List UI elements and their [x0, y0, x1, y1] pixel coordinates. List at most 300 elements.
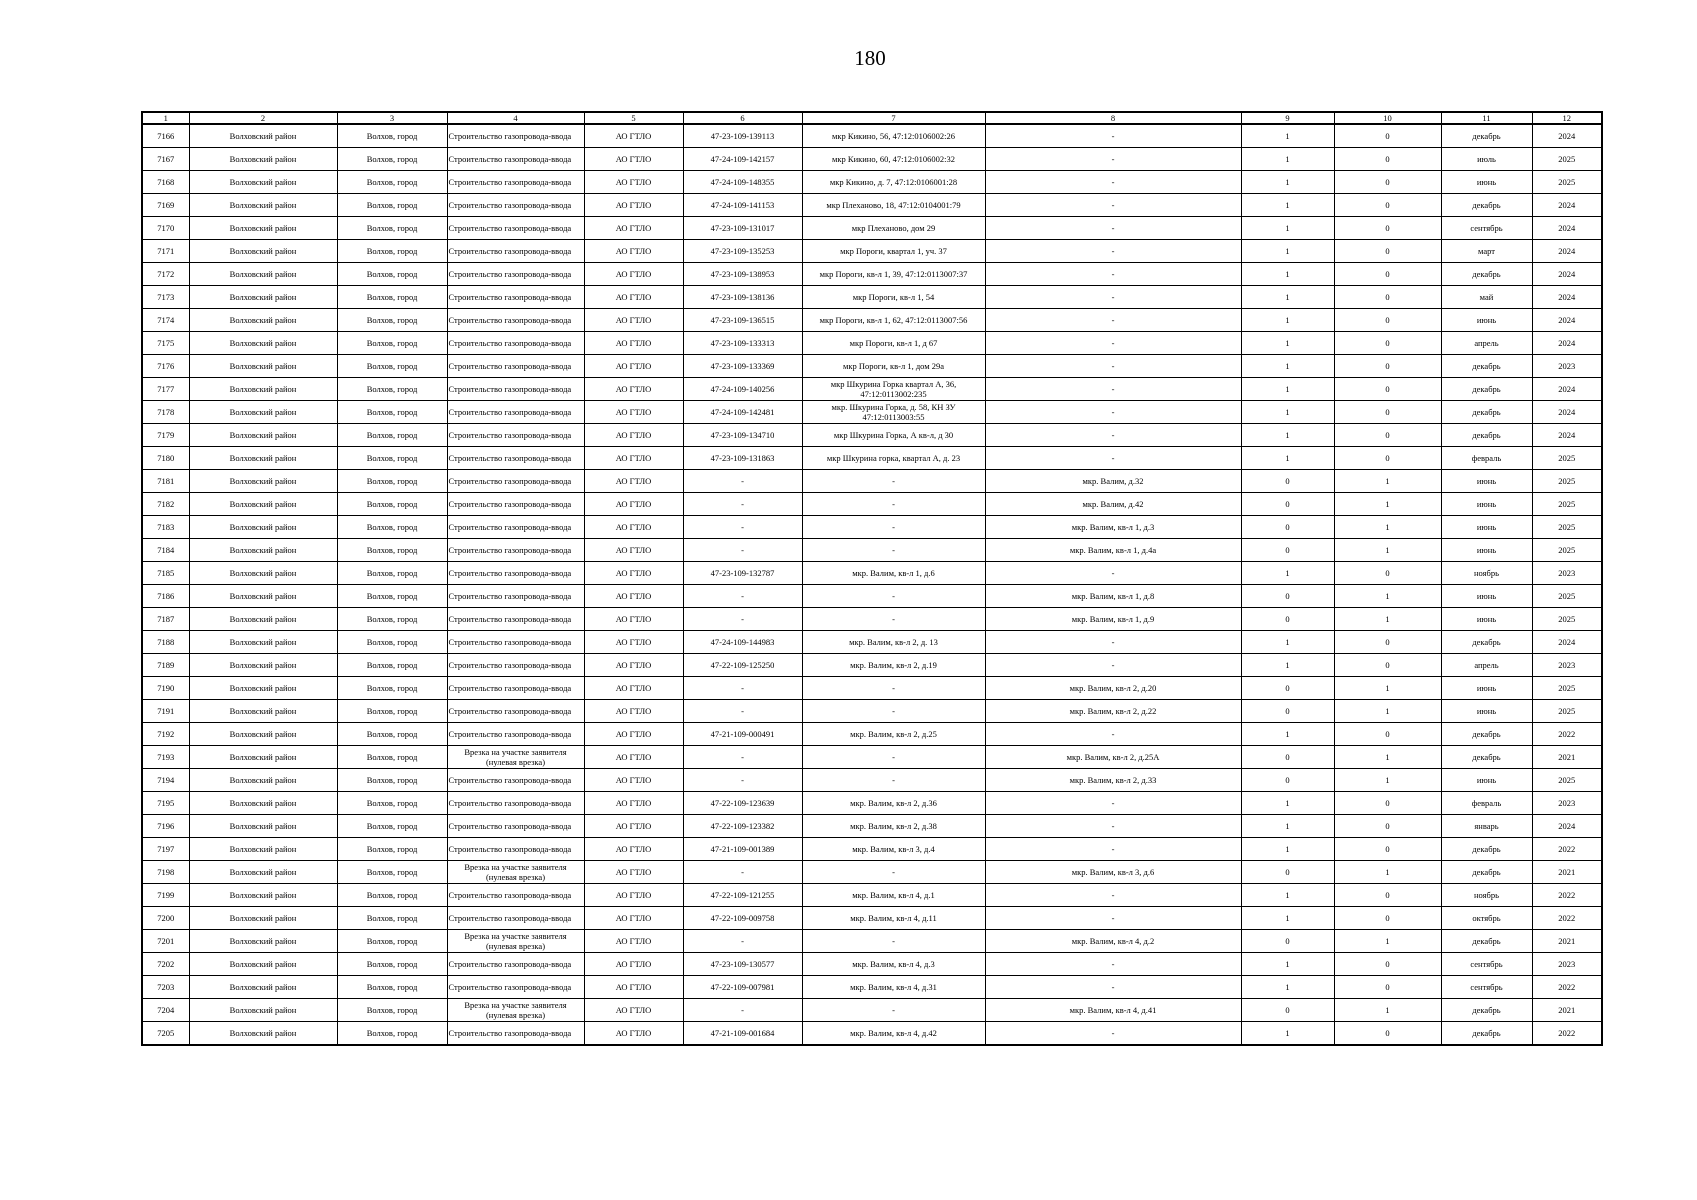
cell-row-number: 7182 — [142, 493, 189, 516]
column-number-row — [142, 112, 1602, 124]
cell-district: Волховский район — [189, 953, 337, 976]
table-row — [142, 700, 1602, 723]
cell-count-a: 1 — [1241, 654, 1334, 677]
cell-address: мкр Кикино, 56, 47:12:0106002:26 — [802, 124, 985, 148]
cell-district: Волховский район — [189, 723, 337, 746]
cell-organization: АО ГТЛО — [584, 999, 683, 1022]
cell-district: Волховский район — [189, 631, 337, 654]
cell-application-number: 47-21-109-001389 — [683, 838, 802, 861]
cell-organization: АО ГТЛО — [584, 470, 683, 493]
cell-year: 2021 — [1532, 746, 1602, 769]
cell-month: июнь — [1441, 516, 1532, 539]
cell-address-alt: мкр. Валим, д.32 — [985, 470, 1241, 493]
table-row — [142, 217, 1602, 240]
cell-settlement: Волхов, город — [337, 930, 447, 953]
cell-work-type: Строительство газопровода-ввода — [447, 286, 584, 309]
cell-month: декабрь — [1441, 746, 1532, 769]
cell-organization: АО ГТЛО — [584, 792, 683, 815]
cell-count-b: 0 — [1334, 401, 1441, 424]
cell-organization: АО ГТЛО — [584, 424, 683, 447]
cell-settlement: Волхов, город — [337, 562, 447, 585]
table-row — [142, 470, 1602, 493]
cell-address-alt: - — [985, 723, 1241, 746]
cell-district: Волховский район — [189, 171, 337, 194]
cell-address: мкр. Валим, кв-л 2, д.25 — [802, 723, 985, 746]
cell-work-type: Строительство газопровода-ввода — [447, 263, 584, 286]
cell-year: 2024 — [1532, 194, 1602, 217]
cell-month: июнь — [1441, 585, 1532, 608]
cell-count-a: 1 — [1241, 907, 1334, 930]
cell-count-a: 1 — [1241, 792, 1334, 815]
cell-count-a: 0 — [1241, 677, 1334, 700]
cell-application-number: 47-24-109-140256 — [683, 378, 802, 401]
cell-row-number: 7190 — [142, 677, 189, 700]
cell-work-type: Строительство газопровода-ввода — [447, 953, 584, 976]
cell-settlement: Волхов, город — [337, 815, 447, 838]
table-row — [142, 240, 1602, 263]
cell-district: Волховский район — [189, 378, 337, 401]
cell-application-number: 47-24-109-142481 — [683, 401, 802, 424]
cell-year: 2022 — [1532, 907, 1602, 930]
cell-settlement: Волхов, город — [337, 470, 447, 493]
cell-month: июнь — [1441, 677, 1532, 700]
cell-year: 2024 — [1532, 631, 1602, 654]
cell-organization: АО ГТЛО — [584, 124, 683, 148]
cell-application-number: - — [683, 493, 802, 516]
cell-year: 2025 — [1532, 470, 1602, 493]
cell-count-b: 0 — [1334, 976, 1441, 999]
cell-month: июнь — [1441, 470, 1532, 493]
table-row — [142, 746, 1602, 769]
cell-address-alt: мкр. Валим, кв-л 1, д.8 — [985, 585, 1241, 608]
cell-district: Волховский район — [189, 861, 337, 884]
cell-count-a: 1 — [1241, 1022, 1334, 1046]
cell-address-alt: мкр. Валим, кв-л 1, д.9 — [985, 608, 1241, 631]
cell-application-number: 47-23-109-131017 — [683, 217, 802, 240]
cell-row-number: 7172 — [142, 263, 189, 286]
cell-row-number: 7188 — [142, 631, 189, 654]
cell-address-alt: - — [985, 124, 1241, 148]
cell-month: декабрь — [1441, 1022, 1532, 1046]
cell-month: сентябрь — [1441, 217, 1532, 240]
cell-row-number: 7204 — [142, 999, 189, 1022]
cell-count-b: 1 — [1334, 516, 1441, 539]
cell-district: Волховский район — [189, 539, 337, 562]
cell-row-number: 7193 — [142, 746, 189, 769]
table-row — [142, 171, 1602, 194]
cell-application-number: 47-22-109-121255 — [683, 884, 802, 907]
cell-address: - — [802, 470, 985, 493]
cell-organization: АО ГТЛО — [584, 194, 683, 217]
cell-count-b: 0 — [1334, 378, 1441, 401]
page-number: 180 — [854, 46, 886, 70]
cell-row-number: 7189 — [142, 654, 189, 677]
table-row — [142, 447, 1602, 470]
cell-address: мкр. Валим, кв-л 4, д.42 — [802, 1022, 985, 1046]
cell-address: мкр. Валим, кв-л 4, д.31 — [802, 976, 985, 999]
cell-month: май — [1441, 286, 1532, 309]
cell-count-b: 0 — [1334, 124, 1441, 148]
cell-address-alt: - — [985, 953, 1241, 976]
cell-address: мкр Плеханово, 18, 47:12:0104001:79 — [802, 194, 985, 217]
table-row — [142, 838, 1602, 861]
table-row — [142, 493, 1602, 516]
cell-settlement: Волхов, город — [337, 953, 447, 976]
cell-district: Волховский район — [189, 815, 337, 838]
cell-count-b: 1 — [1334, 930, 1441, 953]
cell-address: - — [802, 769, 985, 792]
cell-year: 2024 — [1532, 309, 1602, 332]
cell-district: Волховский район — [189, 585, 337, 608]
cell-year: 2024 — [1532, 263, 1602, 286]
cell-settlement: Волхов, город — [337, 999, 447, 1022]
cell-address: мкр Пороги, кв-л 1, 39, 47:12:0113007:37 — [802, 263, 985, 286]
cell-application-number: - — [683, 677, 802, 700]
cell-application-number: 47-23-109-136515 — [683, 309, 802, 332]
cell-month: июнь — [1441, 171, 1532, 194]
cell-count-a: 1 — [1241, 884, 1334, 907]
cell-address: мкр. Валим, кв-л 4, д.1 — [802, 884, 985, 907]
cell-work-type: Врезка на участке заявителя (нулевая врезка) — [447, 861, 584, 884]
cell-count-b: 0 — [1334, 194, 1441, 217]
cell-year: 2024 — [1532, 378, 1602, 401]
cell-month: сентябрь — [1441, 953, 1532, 976]
cell-application-number: 47-23-109-135253 — [683, 240, 802, 263]
cell-year: 2025 — [1532, 539, 1602, 562]
cell-count-b: 1 — [1334, 585, 1441, 608]
cell-count-b: 1 — [1334, 493, 1441, 516]
cell-month: декабрь — [1441, 631, 1532, 654]
cell-month: сентябрь — [1441, 976, 1532, 999]
table-row — [142, 1022, 1602, 1046]
cell-address-alt: - — [985, 447, 1241, 470]
cell-year: 2022 — [1532, 976, 1602, 999]
cell-count-a: 1 — [1241, 332, 1334, 355]
table-row — [142, 194, 1602, 217]
cell-count-a: 0 — [1241, 999, 1334, 1022]
cell-settlement: Волхов, город — [337, 447, 447, 470]
cell-month: июнь — [1441, 493, 1532, 516]
cell-count-a: 1 — [1241, 723, 1334, 746]
cell-year: 2023 — [1532, 654, 1602, 677]
cell-settlement: Волхов, город — [337, 654, 447, 677]
cell-work-type: Врезка на участке заявителя (нулевая врезка) — [447, 930, 584, 953]
cell-work-type: Строительство газопровода-ввода — [447, 309, 584, 332]
cell-settlement: Волхов, город — [337, 217, 447, 240]
cell-address: мкр. Валим, кв-л 2, д.19 — [802, 654, 985, 677]
cell-row-number: 7176 — [142, 355, 189, 378]
cell-address-alt: мкр. Валим, кв-л 2, д.22 — [985, 700, 1241, 723]
cell-year: 2023 — [1532, 953, 1602, 976]
table-row — [142, 769, 1602, 792]
cell-count-a: 0 — [1241, 470, 1334, 493]
cell-work-type: Строительство газопровода-ввода — [447, 838, 584, 861]
cell-count-b: 0 — [1334, 907, 1441, 930]
table-row — [142, 677, 1602, 700]
cell-work-type: Строительство газопровода-ввода — [447, 332, 584, 355]
cell-address-alt: - — [985, 792, 1241, 815]
cell-row-number: 7175 — [142, 332, 189, 355]
table-row — [142, 585, 1602, 608]
cell-district: Волховский район — [189, 424, 337, 447]
cell-address: - — [802, 516, 985, 539]
cell-year: 2024 — [1532, 286, 1602, 309]
cell-year: 2024 — [1532, 240, 1602, 263]
cell-row-number: 7174 — [142, 309, 189, 332]
column-header: 12 — [1532, 112, 1602, 124]
cell-address: - — [802, 930, 985, 953]
cell-organization: АО ГТЛО — [584, 838, 683, 861]
cell-work-type: Строительство газопровода-ввода — [447, 792, 584, 815]
cell-work-type: Строительство газопровода-ввода — [447, 907, 584, 930]
cell-organization: АО ГТЛО — [584, 861, 683, 884]
cell-address: мкр Пороги, квартал 1, уч. 37 — [802, 240, 985, 263]
cell-organization: АО ГТЛО — [584, 217, 683, 240]
table-row — [142, 723, 1602, 746]
cell-application-number: - — [683, 861, 802, 884]
cell-application-number: 47-23-109-131863 — [683, 447, 802, 470]
table-row — [142, 148, 1602, 171]
cell-district: Волховский район — [189, 401, 337, 424]
cell-application-number: 47-23-109-133369 — [683, 355, 802, 378]
cell-address: мкр Пороги, кв-л 1, дом 29а — [802, 355, 985, 378]
cell-count-b: 0 — [1334, 792, 1441, 815]
cell-count-a: 1 — [1241, 838, 1334, 861]
cell-settlement: Волхов, город — [337, 124, 447, 148]
cell-count-a: 1 — [1241, 447, 1334, 470]
cell-row-number: 7166 — [142, 124, 189, 148]
cell-year: 2024 — [1532, 815, 1602, 838]
cell-count-b: 1 — [1334, 470, 1441, 493]
cell-application-number: - — [683, 516, 802, 539]
cell-district: Волховский район — [189, 769, 337, 792]
cell-address-alt: - — [985, 1022, 1241, 1046]
cell-organization: АО ГТЛО — [584, 631, 683, 654]
cell-district: Волховский район — [189, 562, 337, 585]
cell-year: 2024 — [1532, 424, 1602, 447]
cell-address: мкр Кикино, 60, 47:12:0106002:32 — [802, 148, 985, 171]
cell-count-a: 0 — [1241, 769, 1334, 792]
cell-count-b: 0 — [1334, 953, 1441, 976]
cell-year: 2022 — [1532, 884, 1602, 907]
cell-year: 2024 — [1532, 401, 1602, 424]
cell-application-number: 47-23-109-138136 — [683, 286, 802, 309]
cell-district: Волховский район — [189, 332, 337, 355]
cell-address-alt: - — [985, 838, 1241, 861]
cell-settlement: Волхов, город — [337, 861, 447, 884]
cell-count-a: 1 — [1241, 194, 1334, 217]
table-row — [142, 424, 1602, 447]
cell-application-number: - — [683, 470, 802, 493]
cell-count-a: 1 — [1241, 355, 1334, 378]
cell-month: июнь — [1441, 769, 1532, 792]
cell-month: январь — [1441, 815, 1532, 838]
cell-settlement: Волхов, город — [337, 148, 447, 171]
cell-address-alt: - — [985, 148, 1241, 171]
cell-application-number: 47-22-109-009758 — [683, 907, 802, 930]
cell-address: мкр. Валим, кв-л 4, д.3 — [802, 953, 985, 976]
cell-organization: АО ГТЛО — [584, 516, 683, 539]
cell-row-number: 7201 — [142, 930, 189, 953]
cell-address-alt: мкр. Валим, кв-л 4, д.2 — [985, 930, 1241, 953]
cell-address-alt: - — [985, 332, 1241, 355]
cell-count-b: 0 — [1334, 424, 1441, 447]
cell-organization: АО ГТЛО — [584, 654, 683, 677]
table-row — [142, 539, 1602, 562]
cell-application-number: - — [683, 769, 802, 792]
cell-count-a: 0 — [1241, 493, 1334, 516]
table-row — [142, 884, 1602, 907]
cell-settlement: Волхов, город — [337, 838, 447, 861]
cell-organization: АО ГТЛО — [584, 884, 683, 907]
column-header: 11 — [1441, 112, 1532, 124]
cell-count-b: 0 — [1334, 447, 1441, 470]
cell-address-alt: - — [985, 631, 1241, 654]
cell-row-number: 7196 — [142, 815, 189, 838]
cell-year: 2022 — [1532, 723, 1602, 746]
cell-count-b: 0 — [1334, 1022, 1441, 1046]
table-row — [142, 815, 1602, 838]
cell-year: 2025 — [1532, 608, 1602, 631]
cell-settlement: Волхов, город — [337, 700, 447, 723]
cell-month: декабрь — [1441, 930, 1532, 953]
cell-application-number: 47-22-109-007981 — [683, 976, 802, 999]
cell-year: 2025 — [1532, 493, 1602, 516]
cell-work-type: Строительство газопровода-ввода — [447, 976, 584, 999]
cell-work-type: Строительство газопровода-ввода — [447, 493, 584, 516]
table-row — [142, 263, 1602, 286]
cell-organization: АО ГТЛО — [584, 953, 683, 976]
cell-district: Волховский район — [189, 286, 337, 309]
cell-district: Волховский район — [189, 516, 337, 539]
cell-row-number: 7170 — [142, 217, 189, 240]
cell-count-a: 0 — [1241, 746, 1334, 769]
cell-row-number: 7173 — [142, 286, 189, 309]
cell-organization: АО ГТЛО — [584, 930, 683, 953]
cell-year: 2025 — [1532, 516, 1602, 539]
cell-address-alt: - — [985, 194, 1241, 217]
cell-work-type: Строительство газопровода-ввода — [447, 769, 584, 792]
cell-district: Волховский район — [189, 654, 337, 677]
cell-count-a: 1 — [1241, 401, 1334, 424]
cell-row-number: 7194 — [142, 769, 189, 792]
cell-month: декабрь — [1441, 124, 1532, 148]
cell-address: - — [802, 999, 985, 1022]
cell-district: Волховский район — [189, 470, 337, 493]
cell-count-b: 0 — [1334, 240, 1441, 263]
cell-district: Волховский район — [189, 447, 337, 470]
cell-month: декабрь — [1441, 723, 1532, 746]
cell-address: - — [802, 493, 985, 516]
table-row — [142, 516, 1602, 539]
cell-row-number: 7191 — [142, 700, 189, 723]
cell-month: декабрь — [1441, 424, 1532, 447]
cell-address: - — [802, 585, 985, 608]
cell-organization: АО ГТЛО — [584, 171, 683, 194]
cell-address-alt: - — [985, 815, 1241, 838]
cell-settlement: Волхов, город — [337, 585, 447, 608]
cell-application-number: - — [683, 700, 802, 723]
cell-year: 2025 — [1532, 447, 1602, 470]
cell-address-alt: - — [985, 309, 1241, 332]
cell-work-type: Строительство газопровода-ввода — [447, 124, 584, 148]
table-row — [142, 378, 1602, 401]
table-body — [142, 124, 1602, 1045]
cell-settlement: Волхов, город — [337, 355, 447, 378]
cell-year: 2021 — [1532, 999, 1602, 1022]
cell-settlement: Волхов, город — [337, 746, 447, 769]
column-header: 8 — [985, 112, 1241, 124]
cell-address-alt: мкр. Валим, кв-л 2, д.33 — [985, 769, 1241, 792]
cell-work-type: Строительство газопровода-ввода — [447, 470, 584, 493]
table-row — [142, 976, 1602, 999]
cell-district: Волховский район — [189, 700, 337, 723]
cell-organization: АО ГТЛО — [584, 148, 683, 171]
cell-organization: АО ГТЛО — [584, 907, 683, 930]
table-row — [142, 654, 1602, 677]
cell-district: Волховский район — [189, 1022, 337, 1046]
cell-address-alt: - — [985, 217, 1241, 240]
cell-district: Волховский район — [189, 263, 337, 286]
cell-count-b: 1 — [1334, 608, 1441, 631]
cell-address-alt: - — [985, 884, 1241, 907]
cell-count-a: 1 — [1241, 263, 1334, 286]
cell-count-b: 0 — [1334, 815, 1441, 838]
column-header: 5 — [584, 112, 683, 124]
cell-district: Волховский район — [189, 124, 337, 148]
cell-month: апрель — [1441, 332, 1532, 355]
register-table — [141, 111, 1603, 1046]
cell-year: 2021 — [1532, 861, 1602, 884]
cell-address-alt: - — [985, 401, 1241, 424]
cell-month: декабрь — [1441, 861, 1532, 884]
cell-count-a: 0 — [1241, 861, 1334, 884]
cell-work-type: Строительство газопровода-ввода — [447, 194, 584, 217]
column-header: 1 — [142, 112, 189, 124]
cell-year: 2023 — [1532, 562, 1602, 585]
cell-address: мкр. Шкурина Горка, д. 58, КН ЗУ 47:12:0113003:55 — [802, 401, 985, 424]
cell-organization: АО ГТЛО — [584, 1022, 683, 1046]
cell-organization: АО ГТЛО — [584, 815, 683, 838]
cell-count-a: 0 — [1241, 608, 1334, 631]
cell-application-number: 47-24-109-148355 — [683, 171, 802, 194]
cell-district: Волховский район — [189, 884, 337, 907]
cell-address-alt: - — [985, 976, 1241, 999]
cell-settlement: Волхов, город — [337, 723, 447, 746]
cell-settlement: Волхов, город — [337, 516, 447, 539]
cell-year: 2022 — [1532, 838, 1602, 861]
cell-address-alt: - — [985, 263, 1241, 286]
column-header: 7 — [802, 112, 985, 124]
cell-month: февраль — [1441, 792, 1532, 815]
cell-district: Волховский район — [189, 194, 337, 217]
cell-month: декабрь — [1441, 355, 1532, 378]
cell-count-b: 1 — [1334, 539, 1441, 562]
cell-application-number: - — [683, 608, 802, 631]
table-row — [142, 930, 1602, 953]
cell-count-a: 1 — [1241, 631, 1334, 654]
table-row — [142, 309, 1602, 332]
cell-settlement: Волхов, город — [337, 286, 447, 309]
cell-district: Волховский район — [189, 608, 337, 631]
cell-year: 2022 — [1532, 1022, 1602, 1046]
cell-organization: АО ГТЛО — [584, 309, 683, 332]
cell-settlement: Волхов, город — [337, 240, 447, 263]
cell-work-type: Строительство газопровода-ввода — [447, 217, 584, 240]
cell-month: июнь — [1441, 539, 1532, 562]
cell-month: апрель — [1441, 654, 1532, 677]
cell-row-number: 7203 — [142, 976, 189, 999]
